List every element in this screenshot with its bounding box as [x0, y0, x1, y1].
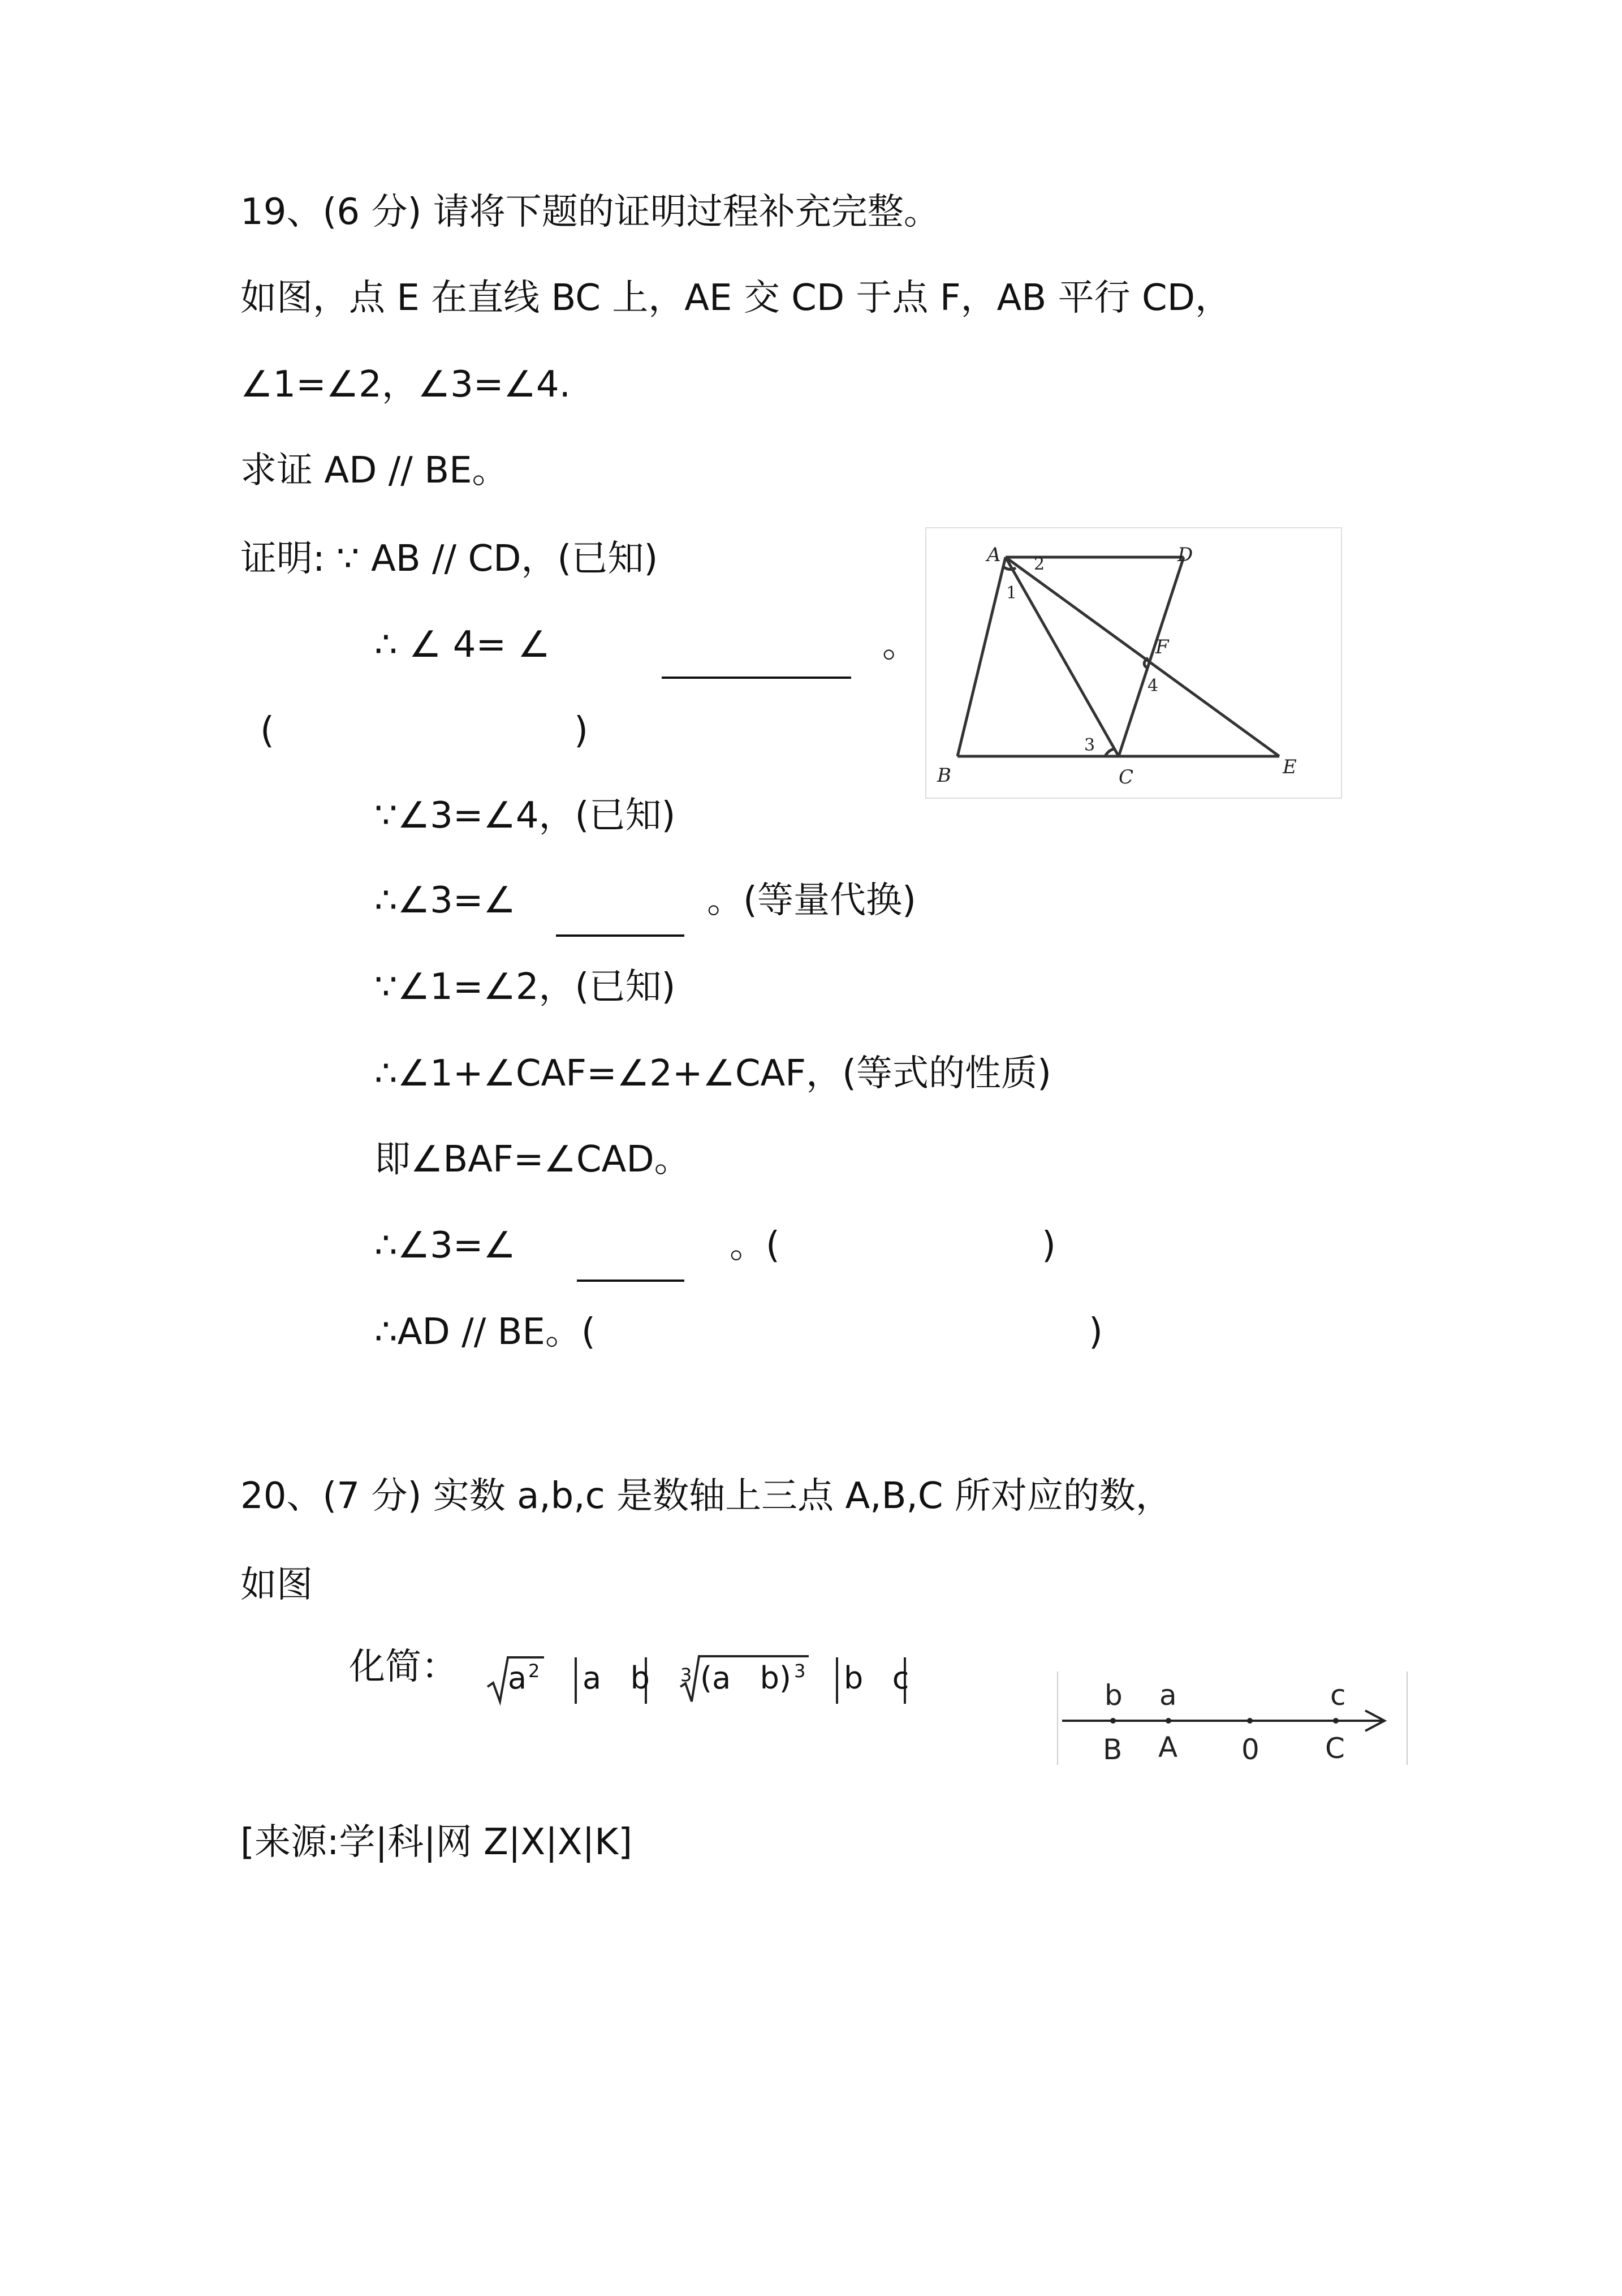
- answer-blank-angle-3[interactable]: [577, 1280, 684, 1282]
- proof-step-6: ∵∠1=∠2，(已知): [374, 966, 676, 1008]
- numberline-bottom-0: 0: [1241, 1733, 1259, 1766]
- reason-open-paren: (: [260, 710, 274, 752]
- proof-step-9-mid: 。(: [730, 1225, 780, 1267]
- label-angle-2: 2: [1034, 554, 1045, 574]
- proof-step-5: ∴∠3=∠: [374, 880, 516, 921]
- answer-blank-angle-2[interactable]: [556, 934, 684, 937]
- q20-header: 20、(7 分) 实数 a,b,c 是数轴上三点 A,B,C 所对应的数，: [240, 1475, 1172, 1517]
- numberline-bottom-C: C: [1325, 1732, 1345, 1765]
- label-D: D: [1177, 544, 1193, 566]
- answer-blank-angle-1[interactable]: [662, 677, 851, 679]
- cbrt-radicand: (a b): [700, 1660, 791, 1696]
- abs-a-b: a b: [583, 1660, 650, 1696]
- proof-step-9-end: ): [1042, 1225, 1056, 1267]
- numberline-top-a: a: [1159, 1679, 1177, 1712]
- numberline-bottom-A: A: [1158, 1731, 1178, 1764]
- cbrt-exponent: 3: [794, 1660, 806, 1682]
- label-angle-3: 3: [1084, 735, 1095, 755]
- proof-step-4: ∵∠3=∠4，(已知): [374, 795, 676, 837]
- proof-step-10-end: ): [1089, 1311, 1103, 1353]
- label-C: C: [1119, 766, 1134, 789]
- q19-condition-line-1: 如图，点 E 在直线 BC 上，AE 交 CD 于点 F，AB 平行 CD，: [240, 277, 1231, 319]
- source-note: [来源:学|科|网 Z|X|X|K]: [240, 1821, 633, 1863]
- numberline-top-c: c: [1330, 1679, 1346, 1712]
- abs-b-c: b c: [844, 1660, 909, 1696]
- label-B: B: [937, 764, 951, 787]
- proof-step-8: 即∠BAF=∠CAD。: [374, 1139, 691, 1181]
- proof-step-5-end: 。(等量代换): [707, 880, 916, 921]
- proof-step-10: ∴AD // BE。(: [374, 1311, 596, 1353]
- proof-step-7: ∴∠1+∠CAF=∠2+∠CAF，(等式的性质): [374, 1053, 1052, 1095]
- q19-prove-line: 求证 AD // BE。: [240, 450, 508, 492]
- q19-header: 19、(6 分) 请将下题的证明过程补充完整。: [240, 191, 940, 233]
- reason-close-paren: ): [574, 710, 588, 752]
- numberline-top-b: b: [1105, 1679, 1123, 1712]
- q19-condition-line-2: ∠1=∠2，∠3=∠4.: [240, 364, 571, 406]
- proof-step-2-end: 。: [882, 624, 918, 666]
- label-angle-4: 4: [1148, 676, 1159, 696]
- sqrt-exponent: 2: [528, 1660, 540, 1682]
- cbrt-index: 3: [680, 1664, 692, 1686]
- sqrt-radicand: a: [508, 1660, 527, 1696]
- numberline-bottom-B: B: [1103, 1733, 1123, 1766]
- q20-see-figure: 如图: [240, 1564, 313, 1606]
- proof-step-2: ∴ ∠ 4= ∠: [374, 624, 550, 666]
- answer-blank-reason-1[interactable]: [288, 752, 566, 755]
- simplify-label: 化简：: [349, 1646, 458, 1688]
- label-E: E: [1283, 756, 1297, 778]
- label-angle-1: 1: [1006, 583, 1017, 603]
- label-A: A: [987, 544, 1001, 566]
- proof-step-9: ∴∠3=∠: [374, 1225, 516, 1267]
- label-F: F: [1155, 636, 1169, 658]
- proof-step-1: 证明: ∵ AB // CD，(已知): [240, 538, 658, 580]
